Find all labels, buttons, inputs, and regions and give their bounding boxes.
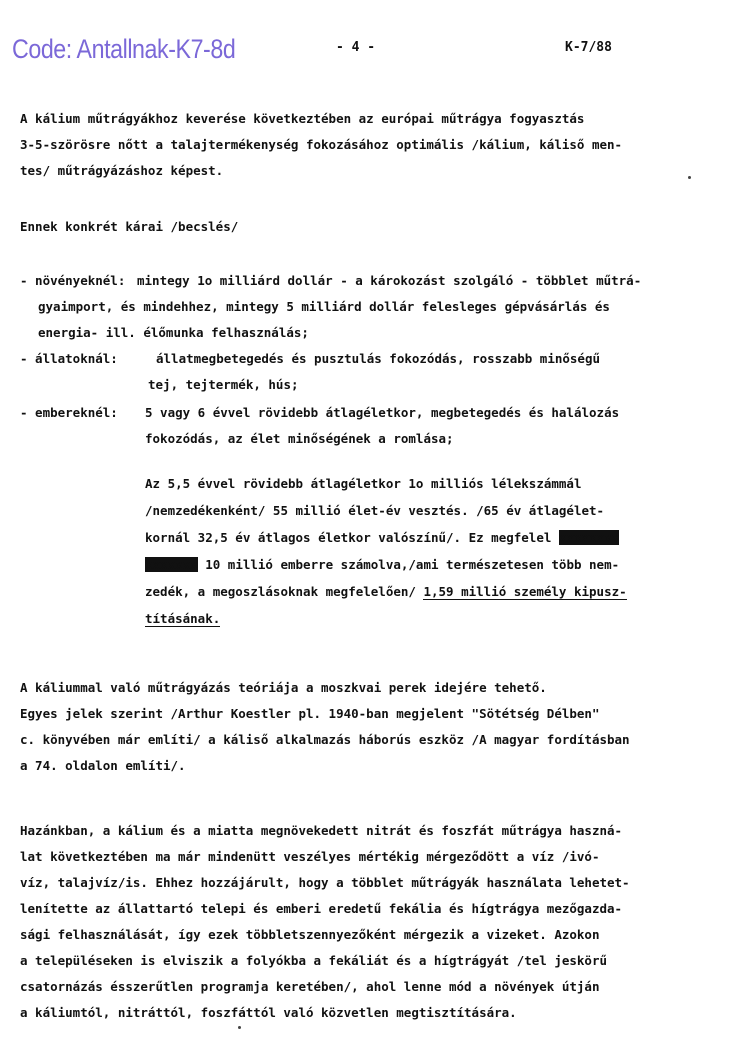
list-item-animals-text: [156, 346, 600, 372]
paragraph-line: c. könyvében már említi/ a káliső alkalmazás háborús eszköz /A magyar fordításban: [20, 732, 630, 747]
paragraph-line: víz, talajvíz/is. Ehhez hozzájárult, hogy a többlet műtrágyák használata lehetet-: [20, 875, 630, 890]
list-label: - embereknél:: [20, 405, 118, 420]
page-number: - 4 -: [336, 40, 376, 55]
paragraph-line: sági felhasználását, így ezek többletszennyezőként mérgezik a vizeket. Azokon: [20, 927, 600, 942]
paragraph-line: lenítette az állattartó telepi és emberi eredetű fekália és hígtrágya mezőgazda-: [20, 901, 623, 916]
heading-text: Ennek konkrét kárai /becslés/: [20, 219, 239, 234]
list-line: mintegy 1o milliárd dollár - a károkozást szolgáló - többlet műtrá-: [137, 273, 642, 288]
paragraph-line: A kálium műtrágyákhoz keverése következtében az európai műtrágya fogyasztás: [20, 111, 585, 126]
paragraph-theory: [20, 675, 720, 779]
paragraph-line: A káliummal való műtrágyázás teóriája a moszkvai perek idejére tehető.: [20, 680, 547, 695]
list-item-plants: [20, 268, 125, 294]
list-line: tej, tejtermék, hús;: [148, 377, 299, 392]
paragraph-hungary: [20, 818, 720, 1026]
calculation-text: 10 millió emberre számolva,/ami természetesen több nem-: [205, 557, 620, 572]
calculation-line: [145, 578, 705, 605]
document-code-label: Code: Antallnak-K7-8d: [12, 34, 236, 64]
calculation-text: zedék, a megoszlásoknak megfelelően/: [145, 584, 416, 599]
list-item-plants-text: [137, 268, 641, 294]
list-line: fokozódás, az élet minőségének a romlása;: [145, 431, 454, 446]
list-item-humans-text: [145, 400, 619, 452]
list-label: - állatoknál:: [20, 351, 118, 366]
list-item-animals-continued: [148, 372, 299, 398]
paragraph-line: Hazánkban, a kálium és a miatta megnövekedett nitrát és foszfát műtrágya haszná-: [20, 823, 623, 838]
calculation-line: [145, 524, 705, 551]
paragraph-potassium-intro: [20, 106, 720, 184]
list-line: gyaimport, és mindehhez, mintegy 5 milliárd dollár felesleges gépvásárlás és: [38, 299, 610, 314]
calculation-text: kornál 32,5 év átlagos életkor valószínű/. Ez megfelel: [145, 530, 552, 545]
list-label: - növényeknél:: [20, 273, 126, 288]
paragraph-line: Egyes jelek szerint /Arthur Koestler pl. 1940-ban megjelent "Sötétség Délben": [20, 706, 600, 721]
calculation-block: [145, 470, 705, 632]
paragraph-line: a településeken is elviszik a folyókba a fekáliát és a hígtrágyát /tel jeskörű: [20, 953, 607, 968]
calculation-line: /nemzedékenként/ 55 millió élet-év vesztés. /65 év átlagélet-: [145, 503, 605, 518]
list-line: energia- ill. élőmunka felhasználás;: [38, 325, 309, 340]
list-item-animals: [20, 346, 118, 372]
scan-speck: [238, 1026, 241, 1029]
scan-speck: [688, 176, 691, 179]
section-heading: [20, 214, 720, 240]
calculation-line: [145, 605, 705, 632]
paragraph-line: lat következtében ma már mindenütt veszélyes mértékig mérgeződött a víz /ivó-: [20, 849, 600, 864]
calculation-line: [145, 551, 705, 578]
redacted-text: xxxxxxx: [145, 557, 198, 572]
paragraph-line: csatornázás ésszerűtlen programja keretében/, ahol lenne mód a növények útján: [20, 979, 600, 994]
list-item-humans: [20, 400, 118, 426]
document-reference: K-7/88: [565, 40, 612, 55]
redacted-text: xxxxxxxx: [558, 530, 620, 545]
paragraph-line: 3-5-szörösre nőtt a talajtermékenység fokozásához optimális /kálium, káliső men-: [20, 137, 623, 152]
list-line: 5 vagy 6 évvel rövidebb átlagéletkor, megbetegedés és halálozás: [145, 405, 620, 420]
calculation-line: Az 5,5 évvel rövidebb átlagéletkor 1o milliós lélekszámmál: [145, 476, 582, 491]
list-item-plants-continued: [38, 294, 610, 346]
paragraph-line: tes/ műtrágyázáshoz képest.: [20, 163, 224, 178]
paragraph-line: a 74. oldalon említi/.: [20, 758, 186, 773]
paragraph-line: a káliumtól, nitráttól, foszfáttól való közvetlen megtisztítására.: [20, 1005, 517, 1020]
underlined-figure-end: tításának.: [145, 611, 221, 626]
list-line: állatmegbetegedés és pusztulás fokozódás, rosszabb minőségű: [156, 351, 601, 366]
underlined-figure: 1,59 millió személy kipusz-: [423, 584, 627, 599]
